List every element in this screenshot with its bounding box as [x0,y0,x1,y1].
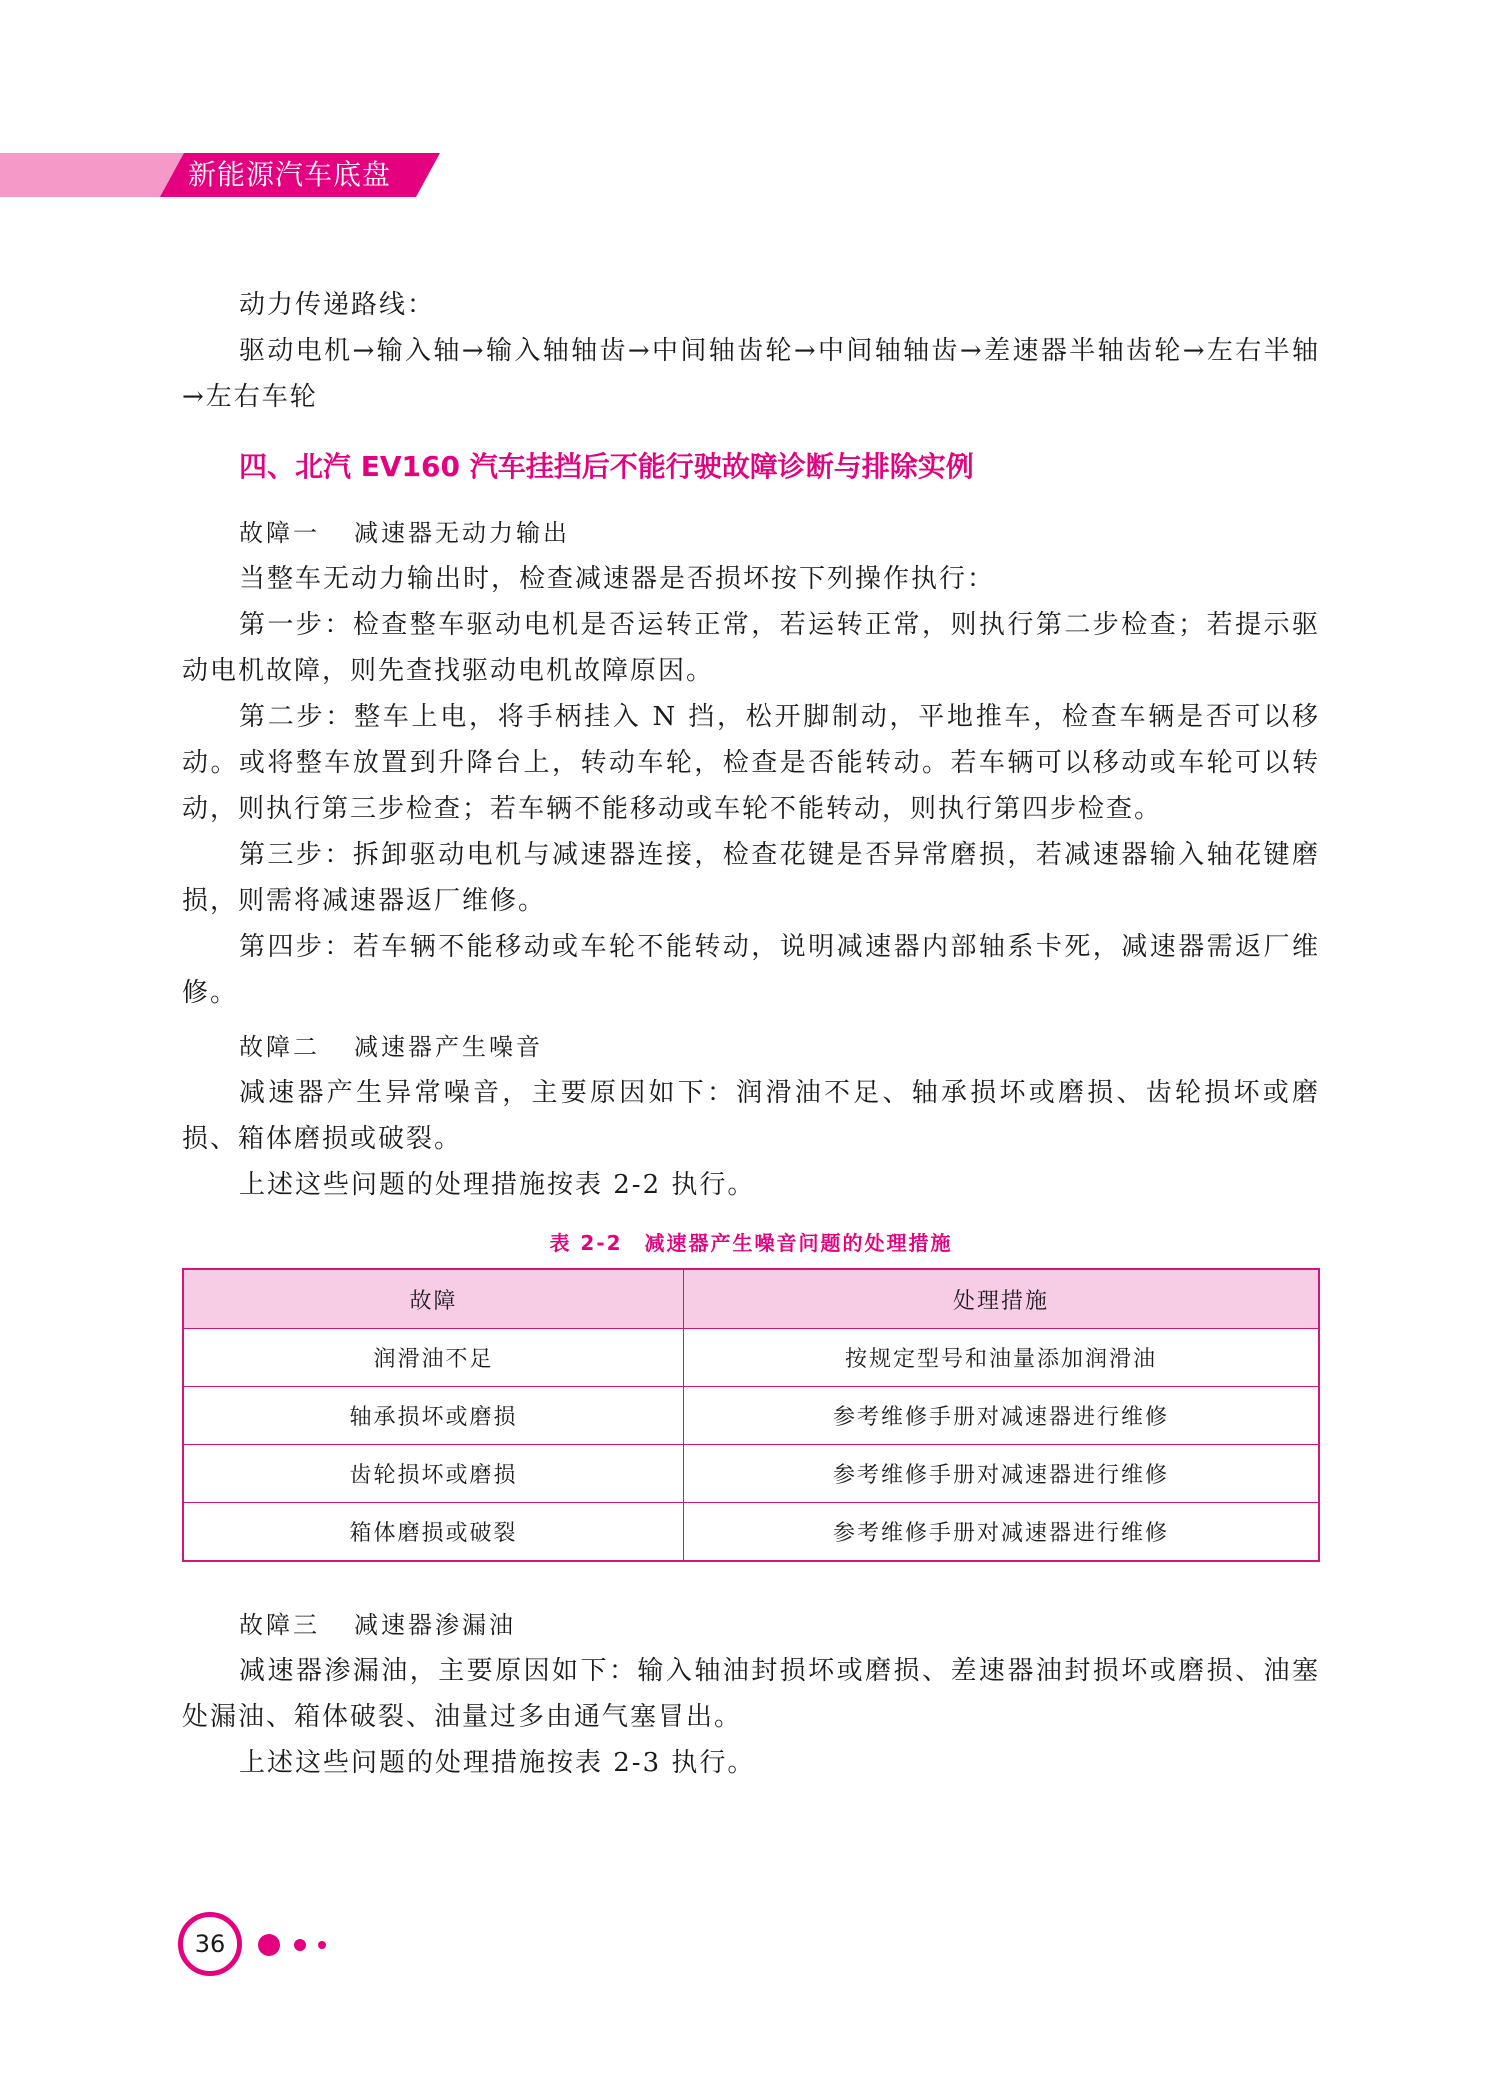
paragraph: 动力传递路线： [239,290,436,320]
table-header-row [183,1269,1319,1329]
decorative-dot-icon [318,1941,326,1949]
measures-table [182,1268,1320,1562]
paragraph: 上述这些问题的处理措施按表 2-2 执行。 [239,1170,756,1200]
table-row [183,1503,1319,1562]
paragraph: 驱动电机→输入轴→输入轴轴齿→中间轴齿轮→中间轴轴齿→差速器半轴齿轮→左右半轴→左右车轮 [182,336,1320,412]
page-number: 36 [178,1912,242,1976]
table-cell: 齿轮损坏或磨损 [183,1445,684,1503]
table-row [183,1387,1319,1445]
table-cell: 轴承损坏或磨损 [183,1387,684,1445]
fault-number: 故障二 [239,1033,320,1061]
fault-number: 故障三 [239,1611,320,1639]
table-cell: 润滑油不足 [183,1329,684,1387]
table-header-cell: 处理措施 [684,1269,1320,1329]
paragraph: 上述这些问题的处理措施按表 2-3 执行。 [239,1748,756,1778]
table-row [183,1445,1319,1503]
table-cell: 参考维修手册对减速器进行维修 [684,1445,1320,1503]
decorative-dot-icon [258,1934,280,1956]
section-heading: 四、北汽 EV160 汽车挂挡后不能行驶故障诊断与排除实例 [239,450,974,483]
fault-heading [182,1602,1320,1648]
table-header-cell: 故障 [183,1269,684,1329]
paragraph: 减速器产生异常噪音，主要原因如下：润滑油不足、轴承损坏或磨损、齿轮损坏或磨损、箱体磨损或破裂。 [182,1078,1320,1154]
table-cell: 参考维修手册对减速器进行维修 [684,1387,1320,1445]
fault-heading [182,510,1320,556]
decorative-dot-icon [294,1939,306,1951]
table-cell: 按规定型号和油量添加润滑油 [684,1329,1320,1387]
paragraph: 第三步：拆卸驱动电机与减速器连接，检查花键是否异常磨损，若减速器输入轴花键磨损，则需将减速器返厂维修。 [182,840,1320,916]
paragraph: 第四步：若车辆不能移动或车轮不能转动，说明减速器内部轴系卡死，减速器需返厂维修。 [182,932,1320,1008]
fault-heading [182,1024,1320,1070]
paragraph: 第二步：整车上电，将手柄挂入 N 挡，松开脚制动，平地推车，检查车辆是否可以移动。或将整车放置到升降台上，转动车轮，检查是否能转动。若车辆可以移动或车轮可以转动，则执行第三步检查；若车辆不能移动或车轮不能转动，则执行第四步检查。 [182,702,1320,824]
table-cell: 参考维修手册对减速器进行维修 [684,1503,1320,1562]
page-content [182,282,1320,1786]
fault-title: 减速器无动力输出 [354,519,570,547]
paragraph: 当整车无动力输出时，检查减速器是否损坏按下列操作执行： [239,564,996,594]
fault-number: 故障一 [239,519,320,547]
paragraph: 减速器渗漏油，主要原因如下：输入轴油封损坏或磨损、差速器油封损坏或磨损、油塞处漏油、箱体破裂、油量过多由通气塞冒出。 [182,1656,1320,1732]
paragraph: 第一步：检查整车驱动电机是否运转正常，若运转正常，则执行第二步检查；若提示驱动电机故障，则先查找驱动电机故障原因。 [182,610,1320,686]
table-row [183,1329,1319,1387]
fault-title: 减速器渗漏油 [354,1611,516,1639]
fault-title: 减速器产生噪音 [354,1033,543,1061]
header-title: 新能源汽车底盘 [188,158,392,191]
table-caption: 表 2-2 减速器产生噪音问题的处理措施 [549,1231,953,1255]
table-cell: 箱体磨损或破裂 [183,1503,684,1562]
